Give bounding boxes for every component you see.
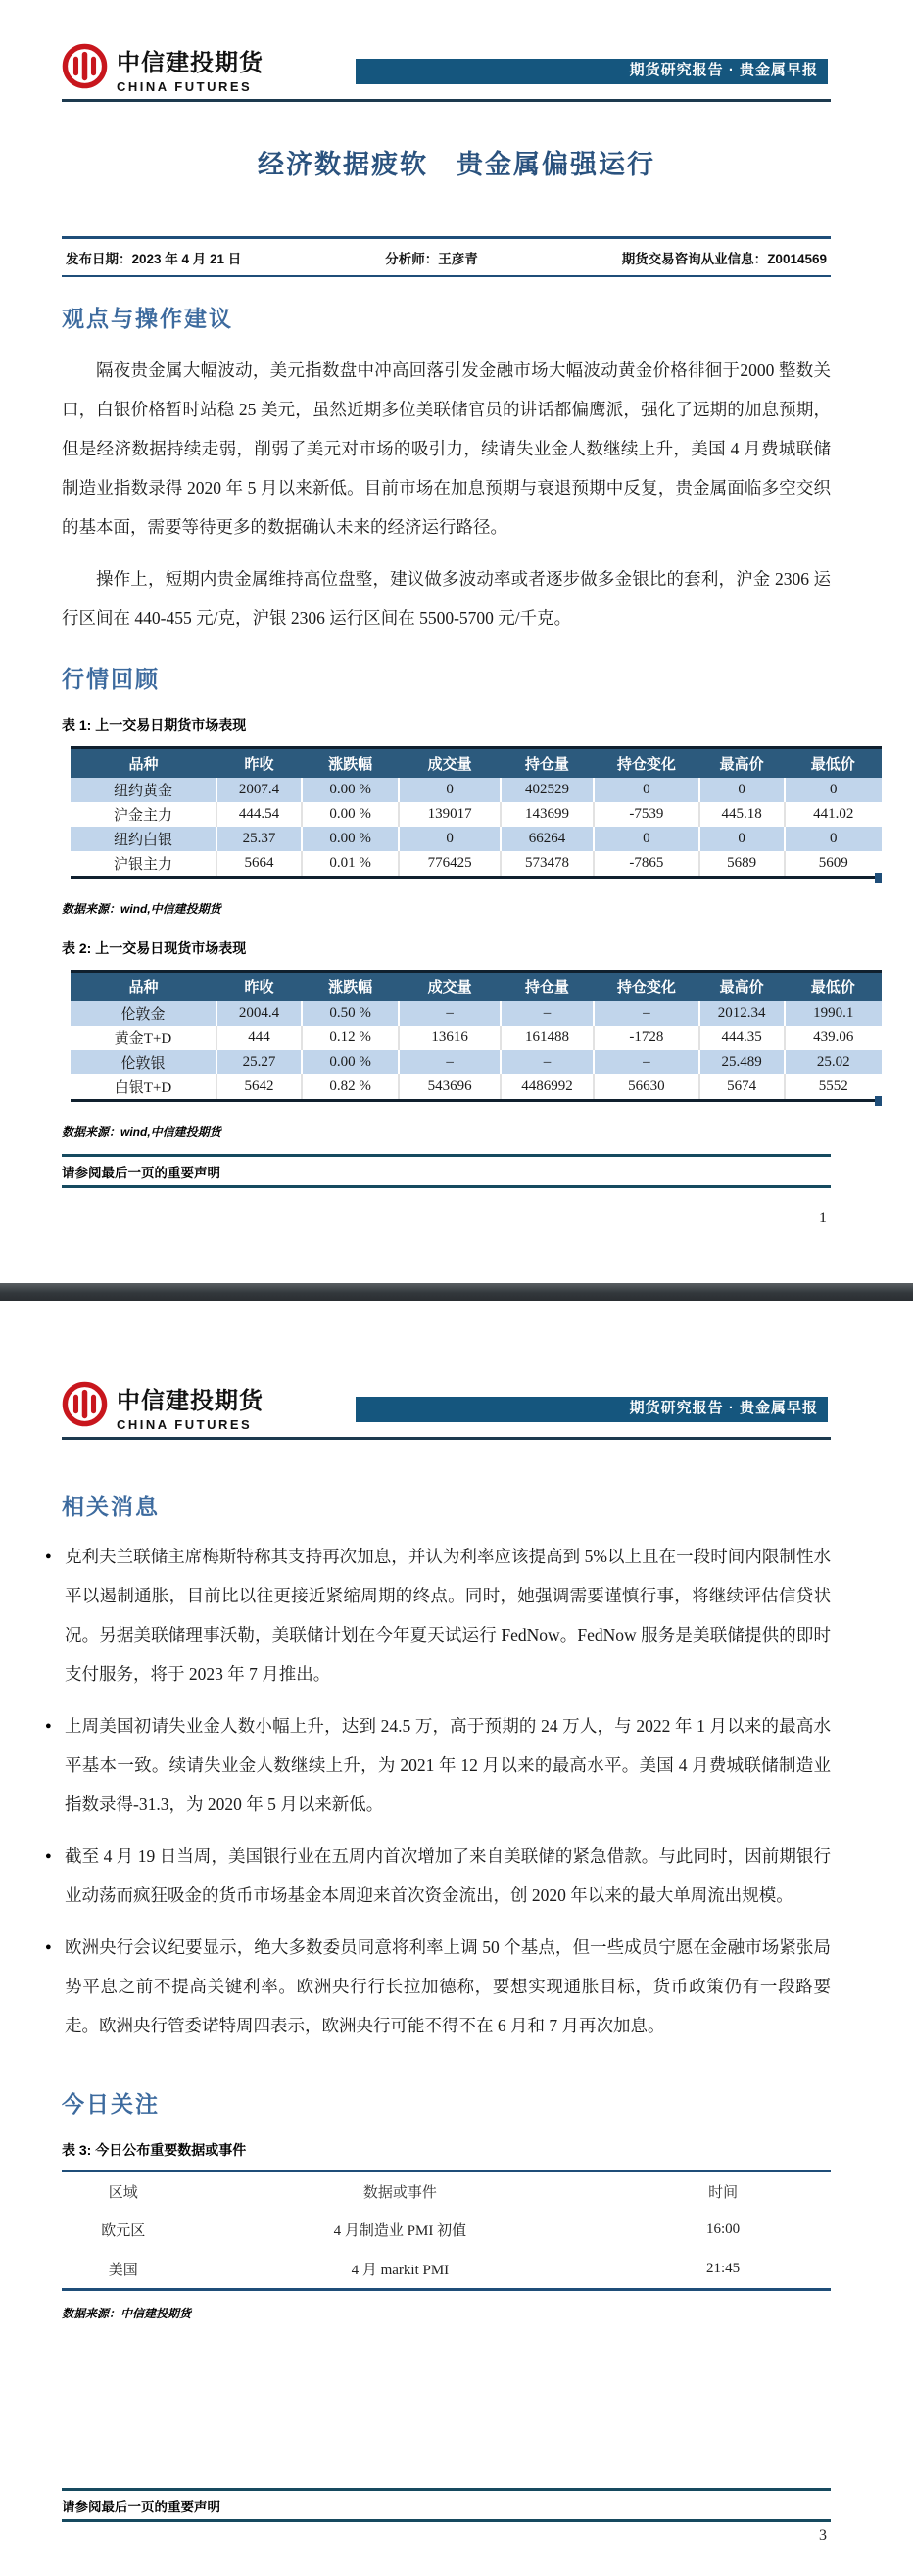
table-cell: 21:45 — [706, 2260, 741, 2276]
table-cell: 4 月制造业 PMI 初值 — [333, 2222, 467, 2239]
report-banner: 期货研究报告 · 贵金属早报 — [356, 59, 828, 84]
table-cell: 0 — [699, 827, 785, 851]
column-header: 昨收 — [216, 972, 302, 1002]
table-cell: 黄金T+D — [71, 1026, 216, 1050]
disclaimer: 请参阅最后一页的重要声明 — [62, 1166, 220, 1180]
disclaimer: 请参阅最后一页的重要声明 — [62, 2500, 220, 2514]
report-page-1 — [0, 0, 913, 1283]
table-row — [71, 1001, 882, 1026]
report-title: 经济数据疲软 贵金属偏强运行 — [258, 150, 655, 179]
brand — [62, 1381, 264, 1432]
table-cell: 0.01 % — [302, 851, 399, 878]
table-row — [62, 2249, 831, 2290]
section-heading-review: 行情回顾 — [62, 666, 160, 692]
table-cell: 1990.1 — [785, 1001, 882, 1026]
news-bullet: ● 截至 4 月 19 日当周，美国银行业在五周内首次增加了来自美联储的紧急借款。与此同时，因前期银行业动荡而疯狂吸金的货币市场基金本周迎来首次资金流出，创 2020 年以来的最大单周流出规模。 — [65, 1837, 831, 1915]
column-header: 最高价 — [699, 748, 785, 779]
section-heading-news: 相关消息 — [62, 1494, 160, 1519]
table-cell: 441.02 — [785, 802, 882, 827]
futures-table-wrap — [0, 746, 882, 879]
column-header: 数据或事件 — [362, 2184, 437, 2201]
table-cell: – — [501, 1001, 594, 1026]
table-cell: 美国 — [108, 2262, 138, 2278]
section-heading-viewpoint: 观点与操作建议 — [62, 306, 233, 331]
page-footer — [62, 2488, 831, 2522]
column-header: 涨跌幅 — [302, 972, 399, 1002]
brand-name-en: CHINA FUTURES — [117, 1417, 253, 1432]
table-cell: – — [594, 1001, 699, 1026]
table-cell: 2007.4 — [216, 778, 302, 802]
table-cell: 444 — [216, 1026, 302, 1050]
meta-bar — [62, 236, 831, 277]
header-rule — [62, 1437, 831, 1440]
news-list — [65, 1537, 831, 2045]
table-cell: – — [594, 1050, 699, 1074]
table-cell: 纽约黄金 — [71, 778, 216, 802]
table-row — [71, 778, 882, 802]
news-bullet: ● 上周美国初请失业金人数小幅上升，达到 24.5 万，高于预期的 24 万人，与 2022 年 1 月以来的最高水平基本一致。续请失业金人数继续上升，为 2021 年 12 月以来的最高水平。美国 4 月费城联储制造业指数录得-31.3，为 2020 年 5 月以来新低。 — [65, 1706, 831, 1824]
report-header — [62, 1301, 828, 1432]
table-cell: 776425 — [399, 851, 501, 878]
table-cell: 573478 — [501, 851, 594, 878]
table-cell: 白银T+D — [71, 1074, 216, 1101]
table-cell: 444.54 — [216, 802, 302, 827]
column-header: 成交量 — [399, 972, 501, 1002]
events-table — [62, 2170, 831, 2291]
report-header — [62, 0, 828, 94]
brand-name-cn: 中信建投期货 — [117, 1388, 264, 1414]
table-cell: 0 — [785, 778, 882, 802]
table-cell: 0.82 % — [302, 1074, 399, 1101]
section-heading-focus: 今日关注 — [62, 2091, 160, 2117]
page-number: 3 — [819, 2527, 827, 2544]
citic-logo-icon — [62, 1381, 108, 1432]
table-cell: 16:00 — [706, 2220, 741, 2237]
table-row — [71, 1026, 882, 1050]
column-header: 持仓变化 — [594, 972, 699, 1002]
page-number: 1 — [819, 1210, 827, 1226]
analyst: 分析师：王彦青 — [385, 252, 478, 266]
table-cell: 0.50 % — [302, 1001, 399, 1026]
table-cell: 25.37 — [216, 827, 302, 851]
publish-date: 发布日期：2023 年 4 月 21 日 — [66, 252, 242, 266]
table-cell: 2012.34 — [699, 1001, 785, 1026]
table-cell: 0.12 % — [302, 1026, 399, 1050]
table-cell: 0.00 % — [302, 778, 399, 802]
table-cell: 0 — [594, 827, 699, 851]
table-cell: 沪银主力 — [71, 851, 216, 878]
table-cell: 伦敦金 — [71, 1001, 216, 1026]
column-header: 成交量 — [399, 748, 501, 779]
report-banner: 期货研究报告 · 贵金属早报 — [356, 1397, 828, 1422]
citic-logo-icon — [62, 43, 108, 94]
news-bullet: ● 欧洲央行会议纪要显示，绝大多数委员同意将利率上调 50 个基点，但一些成员宁愿在金融市场紧张局势平息之前不提高关键利率。欧洲央行行长拉加德称，要想实现通胀目标，货币政策仍有一段路要走。欧洲央行管委诺特周四表示，欧洲央行可能不得不在 6 月和 7 月再次加息。 — [65, 1928, 831, 2045]
table-row — [71, 851, 882, 878]
spot-table-wrap — [0, 970, 882, 1102]
table-cell: 139017 — [399, 802, 501, 827]
table-cell: 161488 — [501, 1026, 594, 1050]
table-cell: 5664 — [216, 851, 302, 878]
data-source: 数据来源：中信建投期货 — [62, 2307, 192, 2320]
table1-caption: 表 1: 上一交易日期货市场表现 — [62, 717, 247, 733]
column-header: 持仓量 — [501, 748, 594, 779]
table-cell: 5674 — [699, 1074, 785, 1101]
table-cell: 2004.4 — [216, 1001, 302, 1026]
table-cell: 25.02 — [785, 1050, 882, 1074]
column-header: 品种 — [71, 972, 216, 1002]
table-cell: 56630 — [594, 1074, 699, 1101]
table-cell: 5642 — [216, 1074, 302, 1101]
table-cell: 纽约白银 — [71, 827, 216, 851]
table2-caption: 表 2: 上一交易日现货市场表现 — [62, 940, 247, 956]
report-page-2 — [0, 1301, 913, 2576]
table-cell: 445.18 — [699, 802, 785, 827]
table-cell: 543696 — [399, 1074, 501, 1101]
table-cell: 0.00 % — [302, 802, 399, 827]
data-source: 数据来源：wind,中信建投期货 — [62, 1125, 221, 1139]
brand-text — [117, 1381, 264, 1432]
column-header: 最低价 — [785, 972, 882, 1002]
table-cell: – — [501, 1050, 594, 1074]
header-rule — [62, 99, 831, 102]
table-header-row — [71, 972, 882, 1002]
table-cell: 439.06 — [785, 1026, 882, 1050]
table-cell: 伦敦银 — [71, 1050, 216, 1074]
brand-name-cn: 中信建投期货 — [117, 50, 264, 76]
brand — [62, 43, 264, 94]
column-header: 涨跌幅 — [302, 748, 399, 779]
table-cell: 25.489 — [699, 1050, 785, 1074]
news-bullet: ● 克利夫兰联储主席梅斯特称其支持再次加息，并认为利率应该提高到 5%以上且在一段时间内限制性水平以遏制通胀，目前比以往更接近紧缩周期的终点。同时，她强调需要谨慎行事，将继续评估信贷状况。另据美联储理事沃勒，美联储计划在今年夏天试运行 FedNow。FedNow 服务是美联储提供的即时支付服务，将于 2023 年 7 月推出。 — [65, 1537, 831, 1693]
page-separator — [0, 1283, 913, 1301]
futures-table — [71, 746, 882, 879]
footer-rule-bottom — [62, 1185, 831, 1188]
table-cell: 欧元区 — [101, 2222, 146, 2239]
table-row — [71, 827, 882, 851]
brand-text — [117, 43, 264, 94]
column-header: 时间 — [708, 2184, 739, 2201]
table-cell: 0 — [399, 827, 501, 851]
table-cell: 5552 — [785, 1074, 882, 1101]
table-cell: 444.35 — [699, 1026, 785, 1050]
table-header-row — [71, 748, 882, 779]
table-cell: -7539 — [594, 802, 699, 827]
table-cell: 0.00 % — [302, 1050, 399, 1074]
table-cell: 143699 — [501, 802, 594, 827]
column-header: 最低价 — [785, 748, 882, 779]
column-header: 持仓量 — [501, 972, 594, 1002]
table-cell: 4486992 — [501, 1074, 594, 1101]
footer-rule-bottom — [62, 2519, 831, 2522]
brand-name-en: CHINA FUTURES — [117, 79, 253, 94]
column-header: 品种 — [71, 748, 216, 779]
column-header: 持仓变化 — [594, 748, 699, 779]
table-cell: 0 — [699, 778, 785, 802]
table-row — [71, 1074, 882, 1101]
table-cell: – — [399, 1001, 501, 1026]
table-cell: 4 月 markit PMI — [351, 2262, 450, 2278]
viewpoint-paragraph-2: 操作上，短期内贵金属维持高位盘整，建议做多波动率或者逐步做多金银比的套利，沪金 2306 运行区间在 440-455 元/克，沪银 2306 运行区间在 5500-5700 元/千克。 — [62, 569, 831, 628]
table-cell: 25.27 — [216, 1050, 302, 1074]
table-cell: 0 — [785, 827, 882, 851]
column-header: 昨收 — [216, 748, 302, 779]
data-source: 数据来源：wind,中信建投期货 — [62, 902, 221, 916]
table-row — [71, 1050, 882, 1074]
table-cell: 0.00 % — [302, 827, 399, 851]
table-cell: 402529 — [501, 778, 594, 802]
table-cell: -1728 — [594, 1026, 699, 1050]
table-cell: 13616 — [399, 1026, 501, 1050]
column-header: 区域 — [108, 2184, 138, 2201]
table-cell: – — [399, 1050, 501, 1074]
table-row — [71, 802, 882, 827]
viewpoint-paragraph-1: 隔夜贵金属大幅波动，美元指数盘中冲高回落引发金融市场大幅波动黄金价格徘徊于2000 整数关口，白银价格暂时站稳 25 美元，虽然近期多位美联储官员的讲话都偏鹰派，强化了远期的加息预期，但是经济数据持续走弱，削弱了美元对市场的吸引力，续请失业金人数继续上升，美国 4 月费城联储制造业指数录得 2020 年 5 月以来新低。目前市场在加息预期与衰退预期中反复，贵金属面临多空交织的基本面，需要等待更多的数据确认未来的经济运行路径。 — [62, 360, 831, 537]
table-cell: 沪金主力 — [71, 802, 216, 827]
table3-caption: 表 3: 今日公布重要数据或事件 — [62, 2142, 247, 2158]
table-row — [62, 2210, 831, 2249]
license-info: 期货交易咨询从业信息：Z0014569 — [621, 252, 827, 266]
table-cell: 5689 — [699, 851, 785, 878]
table-cell: 0 — [594, 778, 699, 802]
table-header-row — [62, 2171, 831, 2211]
table-cell: 66264 — [501, 827, 594, 851]
column-header: 最高价 — [699, 972, 785, 1002]
table-cell: -7865 — [594, 851, 699, 878]
page-footer — [62, 1154, 831, 1188]
table-cell: 0 — [399, 778, 501, 802]
table-cell: 5609 — [785, 851, 882, 878]
spot-table — [71, 970, 882, 1102]
